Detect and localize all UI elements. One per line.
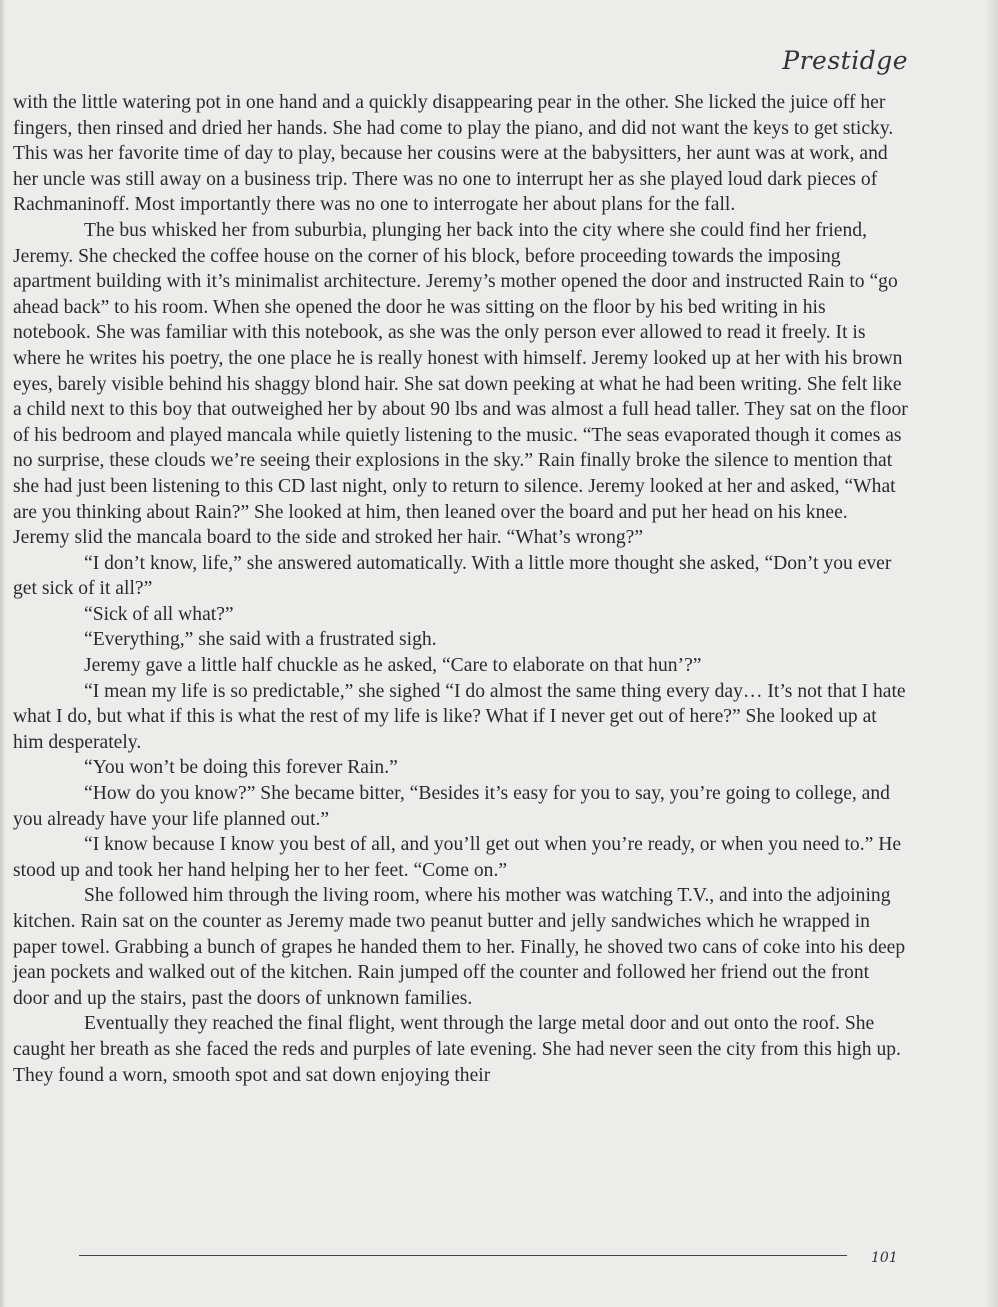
body-text: [13, 90, 908, 1088]
paragraph: Jeremy gave a little half chuckle as he asked, “Care to elaborate on that hun’?”: [84, 655, 702, 677]
paragraph: “Sick of all what?”: [84, 603, 234, 625]
footer-rule: [79, 1255, 847, 1256]
paragraph: “How do you know?” She became bitter, “Besides it’s easy for you to say, you’re going to college, and you already have your life planned out.”: [13, 783, 890, 830]
paragraph: “I don’t know, life,” she answered automatically. With a little more thought she asked, “Don’t you ever get sick of it all?”: [13, 552, 892, 600]
paragraph: “I know because I know you best of all, and you’ll get out when you’re ready, or when you need to.” He stood up and took her hand helping her to her feet. “Come on.”: [13, 834, 902, 881]
paragraph: with the little watering pot in one hand and a quickly disappearing pear in the other. She licked the juice off her fingers, then rinsed and dried her hands. She had come to play the piano, and did not want the keys to get sticky. This was her favorite time of day to play, because her cousins were at the babysitters, her aunt was at work, and her uncle was still away on a business trip. There was no one to interrupt her as she played loud dark pieces of Rachmaninoff. Most importantly there was no one to interrogate her about plans for the fall.: [13, 92, 894, 216]
paragraph: “You won’t be doing this forever Rain.”: [84, 757, 398, 779]
paragraph: The bus whisked her from suburbia, plunging her back into the city where she could find her friend, Jeremy. She checked the coffee house on the corner of his block, before proceeding towards the imposing apartment building with it’s minimalist architecture. Jeremy’s mother opened the door and instructed Rain to “go ahead back” to his room. When she opened the door he was sitting on the floor by his bed writing in his notebook. She was familiar with this notebook, as she was the only person ever allowed to read it freely. It is where he writes his poetry, the one place he is really honest with himself. Jeremy looked up at her with his brown eyes, barely visible behind his shaggy blond hair. She sat down peeking at what he had been writing. She felt like a child next to this boy that outweighed her by about 90 lbs and was almost a full head taller. They sat on the floor of his bedroom and played mancala while quietly listening to the music. “The seas evaporated though it comes as no surprise, these clouds we’re seeing their explosions in the sky.” Rain finally broke the silence to mention that she had just been listening to this CD last night, only to return to silence. Jeremy looked at her and asked, “What are you thinking about Rain?” She looked at him, then leaned over the board and put her head on his knee. Jeremy slid the mancala board to the side and stroked her hair. “What’s wrong?”: [13, 219, 908, 549]
page-edge-left: [0, 0, 6, 1307]
paragraph: “I mean my life is so predictable,” she sighed “I do almost the same thing every day… It’s not that I hate what I do, but what if this is what the rest of my life is like? What if I never get out of here?” She looked up at him desperately.: [13, 680, 906, 753]
paragraph: She followed him through the living room, where his mother was watching T.V., and into the adjoining kitchen. Rain sat on the counter as Jeremy made two peanut butter and jelly sandwiches which he wrapped in paper towel. Grabbing a bunch of grapes he handed them to her. Finally, he shoved two cans of coke into his deep jean pockets and walked out of the kitchen. Rain jumped off the counter and followed her friend out the front door and up the stairs, past the doors of unknown families.: [13, 885, 906, 1009]
paragraph: Eventually they reached the final flight, went through the large metal door and out onto the roof. She caught her breath as she faced the reds and purples of late evening. She had never seen the city from this high up. They found a worn, smooth spot and sat down enjoying their: [13, 1013, 901, 1086]
page-edge-right: [984, 0, 998, 1307]
page-number: 101: [871, 1250, 898, 1266]
paragraph: “Everything,” she said with a frustrated sigh.: [84, 629, 437, 651]
running-header-title: Prestidge: [782, 46, 908, 75]
